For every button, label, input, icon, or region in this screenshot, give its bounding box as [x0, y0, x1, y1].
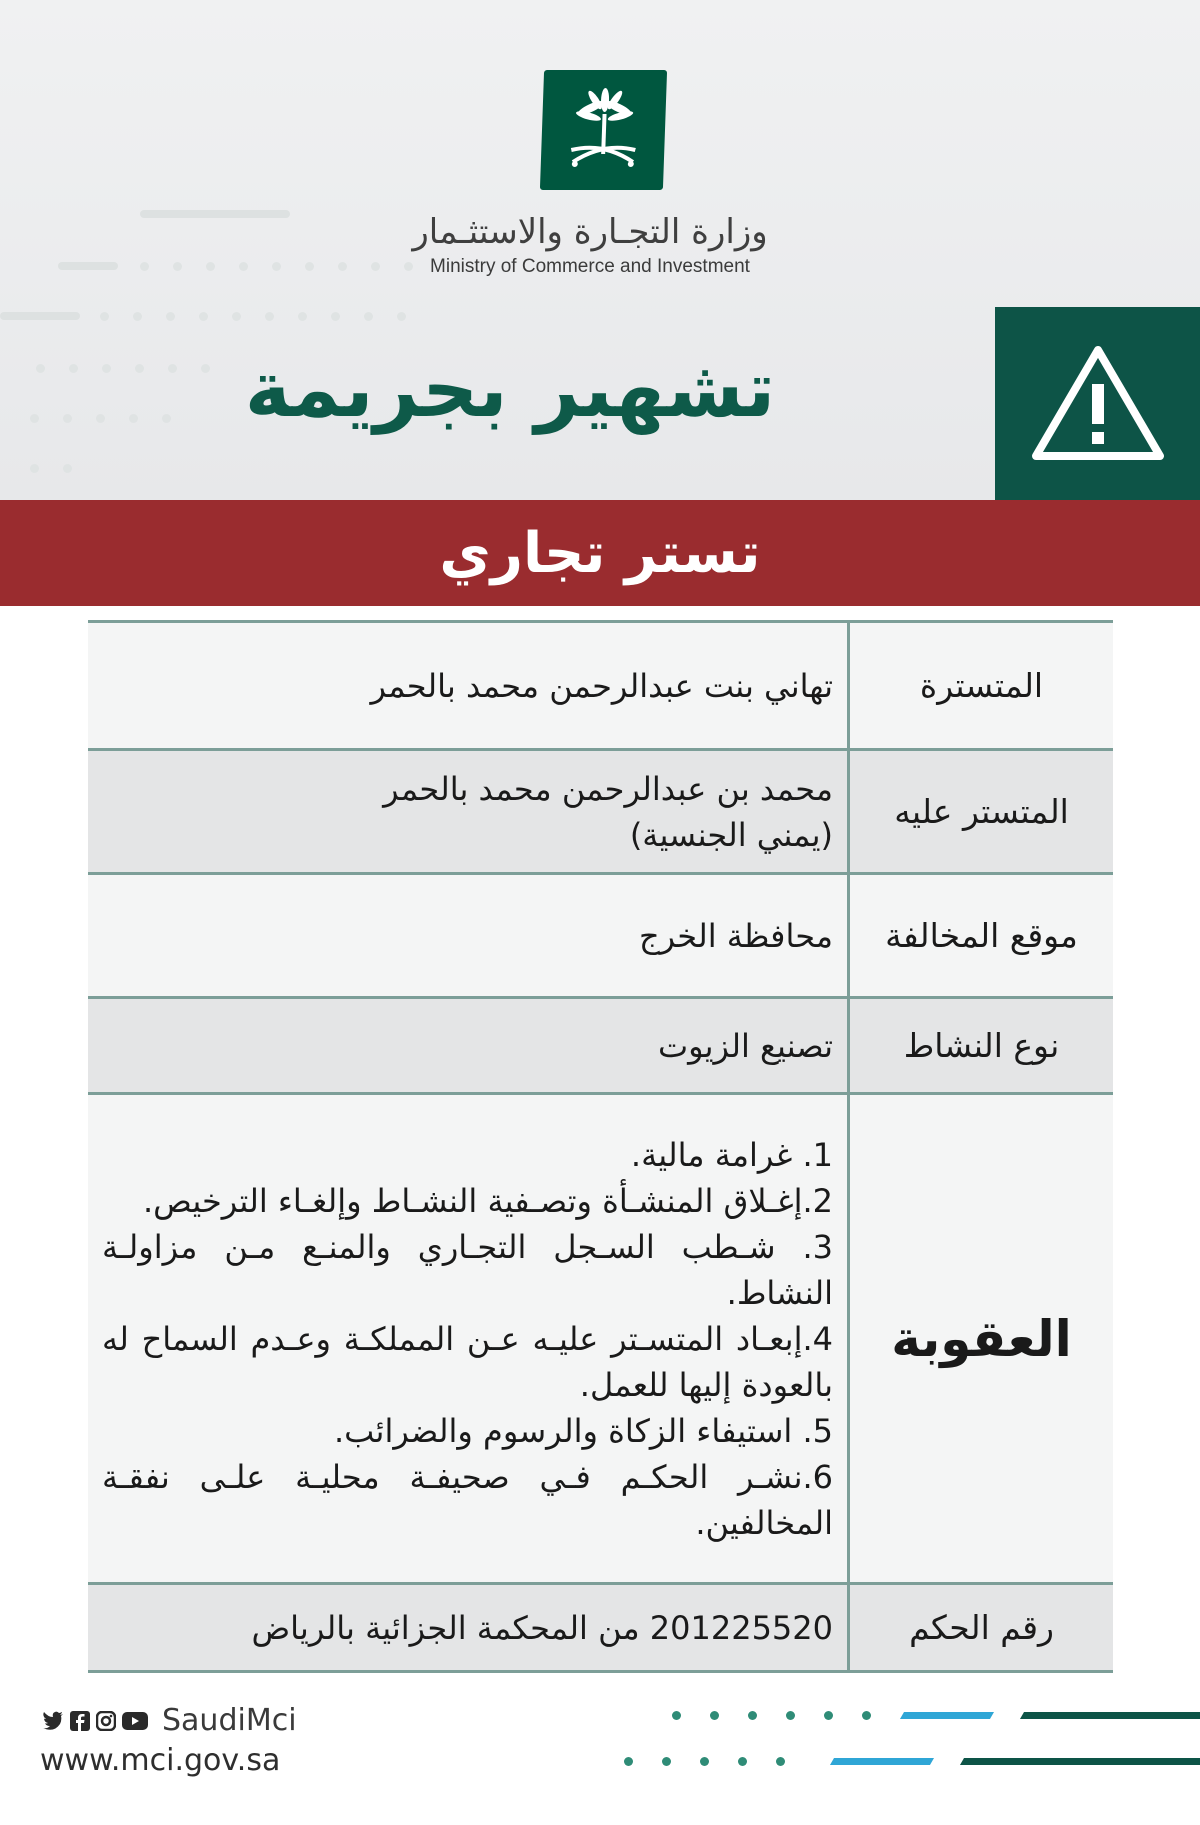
verdict-number: 201225520: [649, 1608, 833, 1647]
penalty-list: [102, 1132, 833, 1546]
table-row: [88, 998, 1113, 1094]
penalty-item: 6.نشـر الحكـم فـي صحيفـة محليـة علـى نفقـة المخالفين.: [102, 1457, 833, 1542]
offense-title: تستر تجاري: [439, 520, 761, 586]
table-cell-label: نوع النشاط: [849, 998, 1114, 1094]
table-cell-label: المتستر عليه: [849, 750, 1114, 874]
guarantor-name: تهاني بنت عبدالرحمن محمد بالحمر: [370, 666, 833, 705]
decorative-dots: [36, 364, 210, 373]
concealed-person-name: محمد بن عبدالرحمن محمد بالحمر: [383, 769, 833, 808]
warning-box: [995, 307, 1200, 500]
table-cell-label: موقع المخالفة: [849, 874, 1114, 998]
decorative-dash: [58, 262, 118, 270]
offense-banner: [0, 500, 1200, 606]
concealed-person-nationality: (يمني الجنسية): [629, 815, 833, 854]
social-links: [42, 1703, 297, 1738]
social-handle[interactable]: SaudiMci: [162, 1703, 297, 1738]
ministry-name-arabic: وزارة التجـارة والاستثـمار: [412, 212, 768, 252]
youtube-icon[interactable]: [122, 1711, 148, 1731]
activity-type: تصنيع الزيوت: [657, 1026, 833, 1065]
decorative-dots: [30, 414, 171, 423]
table-row: [88, 750, 1113, 874]
verdict-court: من المحكمة الجزائية بالرياض: [251, 1608, 640, 1647]
verdict-cell: [88, 1584, 849, 1672]
penalty-item: 3. شـطب السـجل التجـاري والمنـع مـن مزاولـة النشاط.: [102, 1227, 833, 1312]
decorative-dots: [30, 464, 72, 473]
penalty-item: 1. غرامة مالية.: [630, 1135, 833, 1174]
twitter-icon[interactable]: [42, 1711, 64, 1731]
penalty-cell: [88, 1094, 849, 1584]
penalty-item: 5. استيفاء الزكاة والرسوم والضرائب.: [333, 1411, 833, 1450]
table-cell-label: رقم الحكم: [849, 1584, 1114, 1672]
ministry-name-english: Ministry of Commerce and Investment: [430, 256, 750, 277]
ministry-logo: [540, 70, 667, 190]
palm-swords-icon: [562, 84, 645, 176]
violation-location: محافظة الخرج: [638, 916, 833, 955]
penalty-item: 4.إبعـاد المتسـتر عليـه عـن المملكـة وعـدم السماح له بالعودة إليها للعمل.: [102, 1319, 833, 1404]
instagram-icon[interactable]: [96, 1711, 116, 1731]
penalty-label: العقوبة: [849, 1094, 1114, 1584]
warning-triangle-icon: [1028, 342, 1168, 466]
decorative-dash: [0, 312, 80, 320]
table-row: [88, 1584, 1113, 1672]
header: [0, 0, 1200, 500]
table-cell-value: [88, 874, 849, 998]
table-cell-value: [88, 998, 849, 1094]
table-row: [88, 622, 1113, 750]
decorative-dash: [140, 210, 290, 218]
page-title: تشهير بجريمة: [244, 345, 776, 435]
table-row: [88, 874, 1113, 998]
website-link[interactable]: www.mci.gov.sa: [40, 1743, 281, 1778]
case-details-table: [88, 620, 1113, 1673]
table-cell-label: المتسترة: [849, 622, 1114, 750]
table-cell-value: [88, 622, 849, 750]
facebook-icon[interactable]: [70, 1711, 90, 1731]
decorative-dots: [100, 312, 406, 321]
table-row: [88, 1094, 1113, 1584]
table-cell-value: [88, 750, 849, 874]
penalty-item: 2.إغـلاق المنشـأة وتصـفية النشـاط وإلغـاء الترخيص.: [142, 1181, 833, 1220]
decorative-dots: [140, 262, 413, 271]
